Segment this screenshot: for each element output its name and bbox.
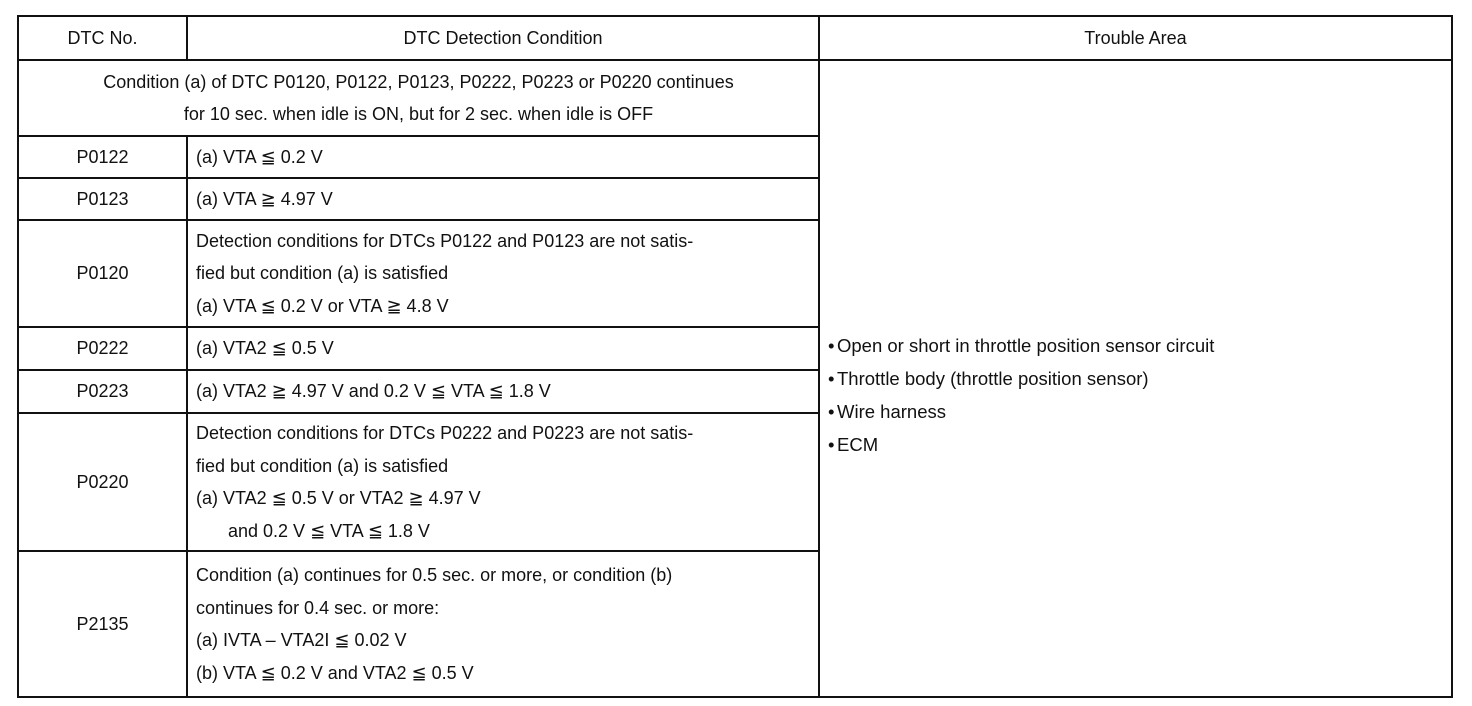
dtc-code: P0120 (18, 220, 187, 327)
detection-condition (187, 220, 819, 327)
dtc-code: P0123 (18, 178, 187, 220)
condition-line: (a) VTA2 ≦ 0.5 V (196, 338, 334, 359)
condition-line: (a) VTA2 ≧ 4.97 V and 0.2 V ≦ VTA ≦ 1.8 V (196, 381, 551, 402)
dtc-code: P0223 (18, 370, 187, 413)
detection-condition (187, 551, 819, 697)
condition-line: and 0.2 V ≦ VTA ≦ 1.8 V (228, 520, 430, 541)
condition-line: fied but condition (a) is satisfied (196, 455, 449, 476)
condition-line: Condition (a) continues for 0.5 sec. or more, or condition (b) (196, 565, 673, 585)
condition-line: (a) VTA ≧ 4.97 V (196, 188, 333, 209)
header-detection-condition: DTC Detection Condition (187, 16, 819, 60)
header-row (18, 16, 1452, 60)
dtc-table (17, 15, 1453, 698)
detection-condition (187, 327, 819, 370)
condition-line: Detection conditions for DTCs P0222 and P0223 are not satis- (196, 423, 694, 443)
general-condition-cell (18, 60, 819, 136)
dtc-code: P0222 (18, 327, 187, 370)
trouble-item-text: Open or short in throttle position sensor circuit (837, 334, 1215, 356)
trouble-area-cell (819, 60, 1452, 697)
trouble-item (828, 395, 1451, 428)
condition-line: (a) VTA ≦ 0.2 V (196, 146, 323, 167)
detection-condition (187, 413, 819, 551)
header-dtc-no: DTC No. (18, 16, 187, 60)
dtc-code: P0220 (18, 413, 187, 551)
dtc-code: P2135 (18, 551, 187, 697)
detection-condition (187, 370, 819, 413)
general-condition-line-2: for 10 sec. when idle is ON, but for 2 sec. when idle is OFF (183, 104, 654, 124)
general-condition-row (18, 60, 1452, 136)
detection-condition (187, 136, 819, 178)
trouble-item-text: Wire harness (837, 400, 946, 422)
trouble-item (828, 428, 1451, 461)
detection-condition (187, 178, 819, 220)
trouble-item (828, 329, 1451, 362)
condition-line: (a) IVTA – VTA2I ≦ 0.02 V (196, 630, 407, 650)
header-trouble-area: Trouble Area (819, 16, 1452, 60)
dtc-code: P0122 (18, 136, 187, 178)
trouble-item-text: ECM (837, 433, 879, 455)
condition-line: (a) VTA2 ≦ 0.5 V or VTA2 ≧ 4.97 V (196, 488, 481, 508)
condition-line: (a) VTA ≦ 0.2 V or VTA ≧ 4.8 V (196, 295, 449, 316)
condition-line: Detection conditions for DTCs P0122 and P0123 are not satis- (196, 230, 694, 251)
bullet-mark: • (828, 433, 835, 455)
bullet-mark: • (828, 334, 835, 356)
condition-line: (b) VTA ≦ 0.2 V and VTA2 ≦ 0.5 V (196, 662, 474, 683)
trouble-item (828, 362, 1451, 395)
condition-line: continues for 0.4 sec. or more: (196, 597, 440, 618)
general-condition-line-1: Condition (a) of DTC P0120, P0122, P0123, P0222, P0223 or P0220 continues (103, 71, 734, 92)
bullet-mark: • (828, 367, 835, 389)
bullet-mark: • (828, 400, 835, 422)
condition-line: fied but condition (a) is satisfied (196, 263, 449, 284)
trouble-item-text: Throttle body (throttle position sensor) (837, 367, 1149, 389)
